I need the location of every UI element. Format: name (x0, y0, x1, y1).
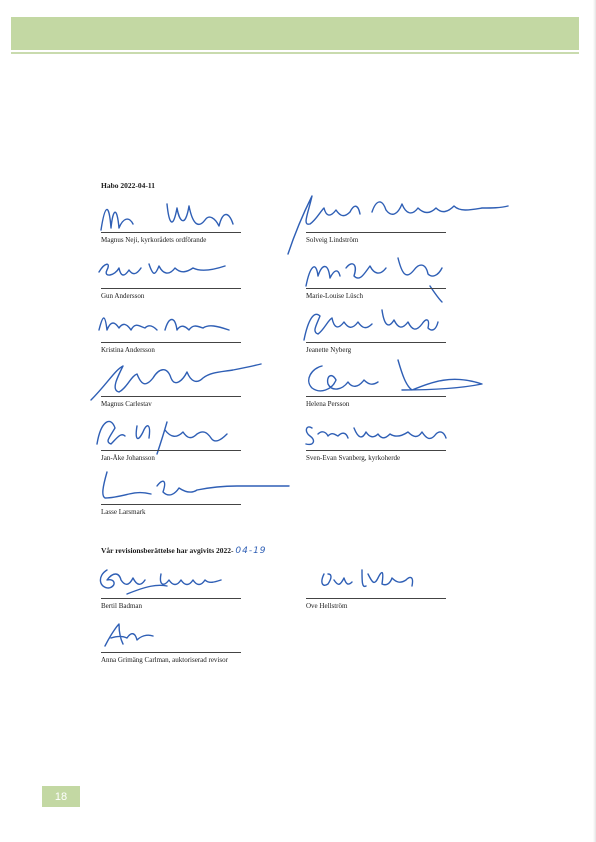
header-band (11, 17, 579, 50)
signature-line (101, 450, 241, 451)
signatory-name: Sven-Evan Svanberg, kyrkoherde (306, 454, 401, 462)
signature-block (306, 570, 456, 610)
signature-block (101, 204, 251, 244)
signatory-name: Solveig Lindström (306, 236, 359, 244)
signature-block (306, 260, 456, 300)
signature-block (101, 314, 251, 354)
signature-line (306, 232, 446, 233)
signatory-name: Magnus Carlestav (101, 400, 152, 408)
signature-block (306, 204, 456, 244)
signatory-name: Kristina Andersson (101, 346, 155, 354)
signatory-name: Jeanette Nyberg (306, 346, 352, 354)
signature-block (101, 570, 251, 610)
signature-line (101, 396, 241, 397)
signatory-name: Bertil Badman (101, 602, 143, 610)
signature-line (306, 450, 446, 451)
signature-block (101, 624, 301, 664)
audit-statement (101, 546, 267, 556)
signature-line (101, 232, 241, 233)
signature-block (101, 368, 251, 408)
handwritten-date: 04-19 (235, 546, 267, 556)
signature-line (101, 598, 241, 599)
signatory-name: Jan-Åke Johansson (101, 454, 155, 462)
page-number: 18 (42, 786, 80, 807)
signature-line (101, 652, 241, 653)
audit-heading-text: Vår revisionsberättelse har avgivits 2022- (101, 546, 234, 555)
signature-block (306, 422, 456, 462)
signatory-name: Lasse Larsmark (101, 508, 146, 516)
signature-line (306, 342, 446, 343)
signature-line (306, 598, 446, 599)
signatory-name: Marie-Louise Lüsch (306, 292, 363, 300)
signatory-name: Anna Grimäng Carlman, auktoriserad revisor (101, 656, 228, 664)
signatory-name: Magnus Neji, kyrkorådets ordförande (101, 236, 207, 244)
signature-line (101, 504, 241, 505)
signature-line (101, 288, 241, 289)
signatory-name: Gun Andersson (101, 292, 145, 300)
signature-block (306, 368, 456, 408)
signature-block (101, 422, 251, 462)
signature-line (101, 342, 241, 343)
signature-line (306, 396, 446, 397)
signatory-name: Ove Hellström (306, 602, 348, 610)
signature-block (101, 260, 251, 300)
place-date: Habo 2022-04-11 (101, 181, 155, 190)
header-rule (11, 52, 579, 54)
signature-line (306, 288, 446, 289)
signatory-name: Helena Persson (306, 400, 350, 408)
signature-block (306, 314, 456, 354)
signature-block (101, 476, 251, 516)
